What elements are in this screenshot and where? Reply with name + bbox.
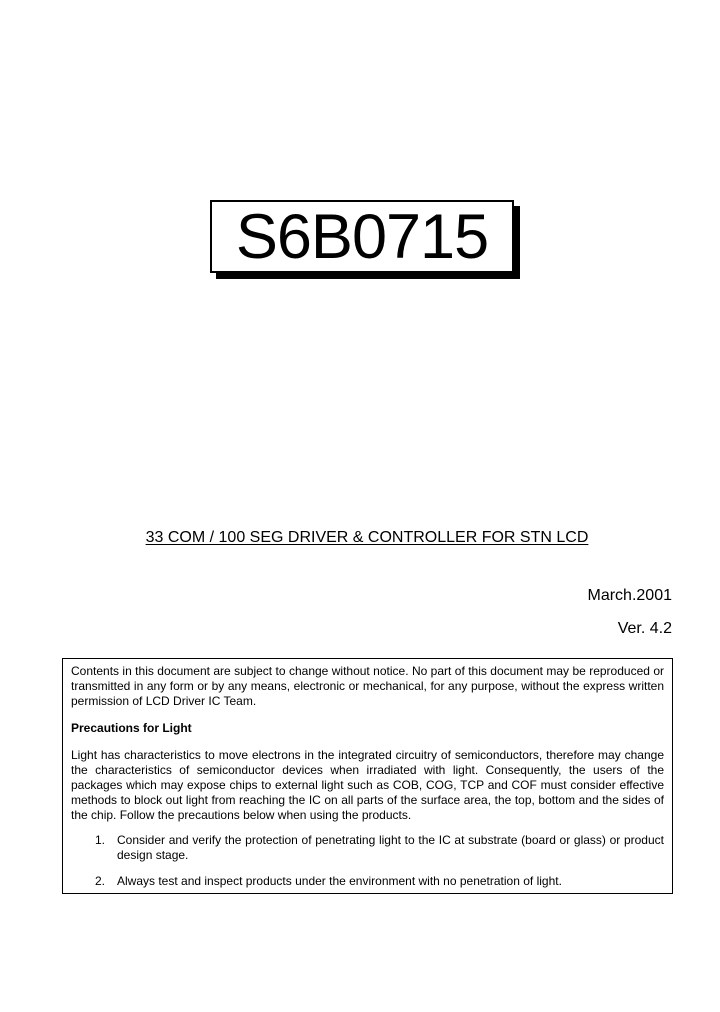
list-item bbox=[71, 874, 664, 889]
precautions-body: Light has characteristics to move electrons in the integrated circuitry of semiconductors, therefore may change the characteristics of semiconductor devices when irradiated with light. Consequently, the users of the packages which may expose chips to external light such as COB, COG, TCP and COF must consider effective methods to block out light from reaching the IC on all parts of the surface area, the top, bottom and the sides of the chip. Follow the precautions below when using the products. bbox=[71, 748, 664, 822]
list-item-number: 1. bbox=[95, 833, 106, 847]
notice-box bbox=[62, 658, 673, 894]
document-version: Ver. 4.2 bbox=[617, 620, 672, 637]
list-item-number: 2. bbox=[95, 874, 106, 888]
precautions-heading: Precautions for Light bbox=[71, 721, 192, 735]
precautions-list bbox=[71, 833, 664, 889]
part-number-box bbox=[210, 200, 514, 273]
document-date: March.2001 bbox=[587, 587, 672, 604]
list-item bbox=[71, 833, 664, 863]
part-number-title: S6B0715 bbox=[235, 202, 489, 272]
disclaimer-text: Contents in this document are subject to change without notice. No part of this document may be reproduced or transmitted in any form or by any means, electronic or mechanical, for any purpose, without the express written permission of LCD Driver IC Team. bbox=[71, 664, 664, 708]
list-item-text: Consider and verify the protection of penetrating light to the IC at substrate (board or glass) or product design stage. bbox=[117, 833, 664, 862]
document-subtitle: 33 COM / 100 SEG DRIVER & CONTROLLER FOR STN LCD bbox=[145, 529, 589, 546]
list-item-text: Always test and inspect products under the environment with no penetration of light. bbox=[117, 874, 562, 888]
